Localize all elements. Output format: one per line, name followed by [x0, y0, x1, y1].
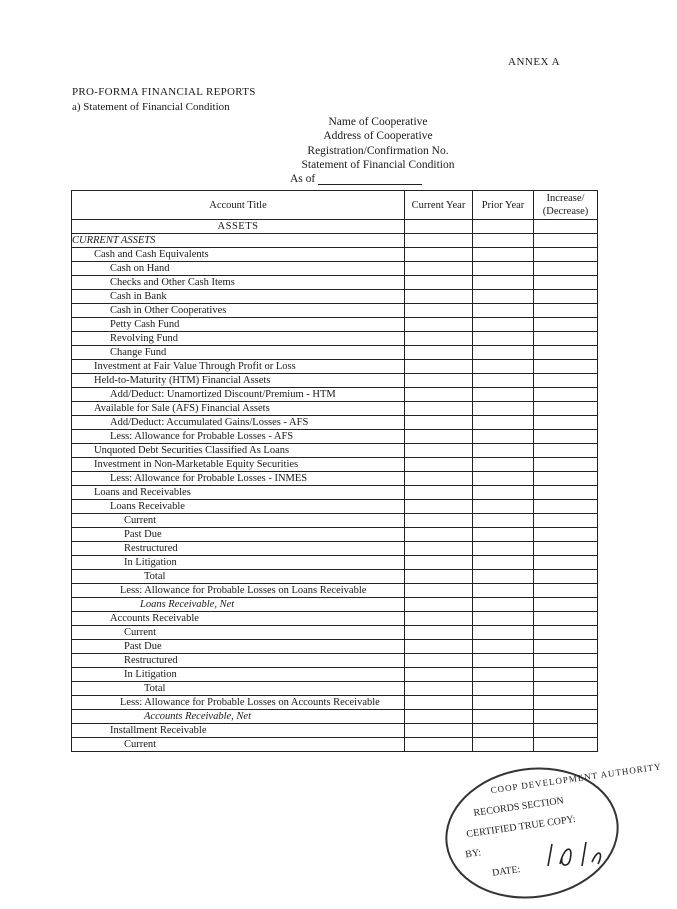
empty-cell [473, 640, 534, 654]
account-title-cell: Loans and Receivables [72, 486, 405, 500]
empty-cell [534, 248, 598, 262]
empty-cell [405, 416, 473, 430]
assets-heading-row [72, 220, 598, 234]
account-title-cell: Less: Allowance for Probable Losses - AFS [72, 430, 405, 444]
empty-cell [473, 276, 534, 290]
annex-label: ANNEX A [508, 56, 561, 68]
account-title-cell: Total [72, 682, 405, 696]
empty-cell [534, 486, 598, 500]
empty-cell [534, 724, 598, 738]
table-row [72, 388, 598, 402]
account-title-cell: Investment at Fair Value Through Profit or Loss [72, 360, 405, 374]
account-title-cell: Past Due [72, 528, 405, 542]
account-title-cell: Restructured [72, 542, 405, 556]
empty-cell [534, 276, 598, 290]
empty-cell [534, 710, 598, 724]
empty-cell [405, 444, 473, 458]
empty-cell [405, 374, 473, 388]
empty-cell [473, 346, 534, 360]
empty-cell [405, 388, 473, 402]
account-title-cell: Past Due [72, 640, 405, 654]
empty-cell [405, 458, 473, 472]
empty-cell [473, 542, 534, 556]
stamp-section: RECORDS SECTION [472, 795, 565, 819]
account-title-cell: Less: Allowance for Probable Losses - INMES [72, 472, 405, 486]
empty-cell [534, 388, 598, 402]
empty-cell [534, 584, 598, 598]
empty-cell [405, 654, 473, 668]
account-title-cell: Current [72, 626, 405, 640]
stamp-certified: CERTIFIED TRUE COPY: [465, 813, 577, 841]
table-row [72, 514, 598, 528]
table-row [72, 402, 598, 416]
empty-cell [534, 346, 598, 360]
table-row [72, 234, 598, 248]
cooperative-address-line: Address of Cooperative [323, 130, 433, 142]
empty-cell [405, 220, 473, 234]
empty-cell [405, 598, 473, 612]
as-of-line [290, 173, 422, 185]
table-row [72, 472, 598, 486]
table-row [72, 444, 598, 458]
table-row [72, 528, 598, 542]
table-row [72, 248, 598, 262]
certified-true-copy-stamp [437, 757, 663, 909]
stamp-date: DATE: [491, 864, 522, 879]
table-row [72, 374, 598, 388]
empty-cell [473, 710, 534, 724]
empty-cell [534, 514, 598, 528]
stamp-by: BY: [464, 847, 482, 861]
empty-cell [534, 472, 598, 486]
account-title-cell: Cash in Other Cooperatives [72, 304, 405, 318]
empty-cell [405, 234, 473, 248]
empty-cell [473, 668, 534, 682]
account-title-cell: Current [72, 738, 405, 752]
account-title-cell: Available for Sale (AFS) Financial Assets [72, 402, 405, 416]
table-row [72, 458, 598, 472]
empty-cell [405, 612, 473, 626]
empty-cell [534, 626, 598, 640]
col-prior-year: Prior Year [473, 191, 534, 220]
empty-cell [534, 234, 598, 248]
empty-cell [534, 332, 598, 346]
empty-cell [534, 458, 598, 472]
empty-cell [405, 486, 473, 500]
table-row [72, 640, 598, 654]
empty-cell [473, 262, 534, 276]
empty-cell [473, 570, 534, 584]
empty-cell [405, 542, 473, 556]
empty-cell [405, 500, 473, 514]
empty-cell [405, 724, 473, 738]
table-row [72, 290, 598, 304]
empty-cell [405, 528, 473, 542]
empty-cell [405, 262, 473, 276]
empty-cell [405, 332, 473, 346]
empty-cell [405, 570, 473, 584]
empty-cell [534, 528, 598, 542]
table-row [72, 696, 598, 710]
empty-cell [473, 290, 534, 304]
account-title-cell: In Litigation [72, 668, 405, 682]
table-row [72, 556, 598, 570]
report-subtitle: a) Statement of Financial Condition [72, 101, 230, 113]
table-row [72, 682, 598, 696]
as-of-blank [318, 173, 422, 185]
empty-cell [534, 570, 598, 584]
account-title-cell: Add/Deduct: Unamortized Discount/Premium - HTM [72, 388, 405, 402]
empty-cell [473, 626, 534, 640]
table-row [72, 654, 598, 668]
table-row [72, 416, 598, 430]
table-row [72, 318, 598, 332]
empty-cell [473, 500, 534, 514]
empty-cell [473, 248, 534, 262]
empty-cell [473, 584, 534, 598]
empty-cell [473, 332, 534, 346]
empty-cell [534, 374, 598, 388]
table-row [72, 332, 598, 346]
account-title-cell: Change Fund [72, 346, 405, 360]
account-title-cell: Accounts Receivable, Net [72, 710, 405, 724]
col-account-title: Account Title [72, 191, 405, 220]
table-row [72, 360, 598, 374]
table-row [72, 584, 598, 598]
empty-cell [405, 556, 473, 570]
account-title-cell: In Litigation [72, 556, 405, 570]
empty-cell [473, 486, 534, 500]
financial-condition-table [71, 190, 598, 752]
empty-cell [534, 262, 598, 276]
empty-cell [473, 654, 534, 668]
empty-cell [473, 738, 534, 752]
table-row [72, 598, 598, 612]
table-row [72, 346, 598, 360]
empty-cell [473, 416, 534, 430]
empty-cell [534, 654, 598, 668]
empty-cell [534, 402, 598, 416]
registration-line: Registration/Confirmation No. [307, 145, 449, 157]
empty-cell [473, 514, 534, 528]
empty-cell [405, 430, 473, 444]
empty-cell [473, 444, 534, 458]
assets-heading: ASSETS [72, 220, 405, 234]
empty-cell [473, 318, 534, 332]
empty-cell [534, 598, 598, 612]
account-title-cell: Loans Receivable, Net [72, 598, 405, 612]
empty-cell [534, 290, 598, 304]
empty-cell [405, 696, 473, 710]
empty-cell [473, 598, 534, 612]
account-title-cell: Checks and Other Cash Items [72, 276, 405, 290]
table-row [72, 724, 598, 738]
empty-cell [534, 360, 598, 374]
table-row [72, 738, 598, 752]
empty-cell [534, 430, 598, 444]
table-row [72, 500, 598, 514]
table-row [72, 542, 598, 556]
account-title-cell: Petty Cash Fund [72, 318, 405, 332]
empty-cell [534, 668, 598, 682]
empty-cell [534, 612, 598, 626]
empty-cell [534, 416, 598, 430]
empty-cell [473, 234, 534, 248]
empty-cell [534, 682, 598, 696]
empty-cell [534, 640, 598, 654]
empty-cell [473, 458, 534, 472]
account-title-cell: Less: Allowance for Probable Losses on Accounts Receivable [72, 696, 405, 710]
table-row [72, 430, 598, 444]
table-row [72, 626, 598, 640]
empty-cell [405, 360, 473, 374]
col-current-year: Current Year [405, 191, 473, 220]
empty-cell [405, 710, 473, 724]
account-title-cell: Held-to-Maturity (HTM) Financial Assets [72, 374, 405, 388]
empty-cell [473, 472, 534, 486]
empty-cell [473, 682, 534, 696]
account-title-cell: Loans Receivable [72, 500, 405, 514]
table-row [72, 612, 598, 626]
account-title-cell: Current [72, 514, 405, 528]
table-row [72, 486, 598, 500]
empty-cell [534, 542, 598, 556]
empty-cell [405, 584, 473, 598]
empty-cell [405, 346, 473, 360]
account-title-cell: Unquoted Debt Securities Classified As Loans [72, 444, 405, 458]
stamp-arc-text: COOP DEVELOPMENT AUTHORITY [489, 761, 663, 796]
empty-cell [473, 360, 534, 374]
empty-cell [473, 556, 534, 570]
empty-cell [534, 220, 598, 234]
empty-cell [405, 682, 473, 696]
account-title-cell: Add/Deduct: Accumulated Gains/Losses - AFS [72, 416, 405, 430]
empty-cell [405, 472, 473, 486]
report-title: PRO-FORMA FINANCIAL REPORTS [72, 86, 256, 98]
as-of-label: As of [290, 173, 316, 185]
account-title-cell: Restructured [72, 654, 405, 668]
empty-cell [534, 500, 598, 514]
account-title-cell: CURRENT ASSETS [72, 234, 405, 248]
empty-cell [405, 318, 473, 332]
empty-cell [405, 514, 473, 528]
handwritten-date-signature [540, 836, 610, 876]
table-row [72, 262, 598, 276]
empty-cell [473, 696, 534, 710]
table-row [72, 304, 598, 318]
empty-cell [405, 402, 473, 416]
empty-cell [473, 374, 534, 388]
table-row [72, 710, 598, 724]
table-row [72, 276, 598, 290]
empty-cell [405, 290, 473, 304]
empty-cell [405, 640, 473, 654]
account-title-cell: Investment in Non-Marketable Equity Securities [72, 458, 405, 472]
empty-cell [405, 304, 473, 318]
table-row [72, 668, 598, 682]
empty-cell [473, 528, 534, 542]
empty-cell [534, 304, 598, 318]
empty-cell [534, 696, 598, 710]
account-title-cell: Accounts Receivable [72, 612, 405, 626]
account-title-cell: Cash in Bank [72, 290, 405, 304]
statement-title-line: Statement of Financial Condition [301, 159, 455, 171]
empty-cell [473, 724, 534, 738]
empty-cell [405, 626, 473, 640]
account-title-cell: Total [72, 570, 405, 584]
cooperative-name-line: Name of Cooperative [328, 116, 428, 128]
empty-cell [473, 402, 534, 416]
empty-cell [405, 248, 473, 262]
empty-cell [405, 276, 473, 290]
empty-cell [534, 318, 598, 332]
empty-cell [473, 220, 534, 234]
empty-cell [473, 388, 534, 402]
empty-cell [473, 304, 534, 318]
account-title-cell: Installment Receivable [72, 724, 405, 738]
account-title-cell: Cash on Hand [72, 262, 405, 276]
empty-cell [473, 612, 534, 626]
table-row [72, 570, 598, 584]
empty-cell [534, 556, 598, 570]
empty-cell [405, 738, 473, 752]
account-title-cell: Cash and Cash Equivalents [72, 248, 405, 262]
account-title-cell: Revolving Fund [72, 332, 405, 346]
col-increase-decrease: Increase/ (Decrease) [534, 191, 598, 220]
empty-cell [534, 738, 598, 752]
account-title-cell: Less: Allowance for Probable Losses on Loans Receivable [72, 584, 405, 598]
empty-cell [534, 444, 598, 458]
empty-cell [405, 668, 473, 682]
table-header-row [72, 191, 598, 220]
empty-cell [473, 430, 534, 444]
